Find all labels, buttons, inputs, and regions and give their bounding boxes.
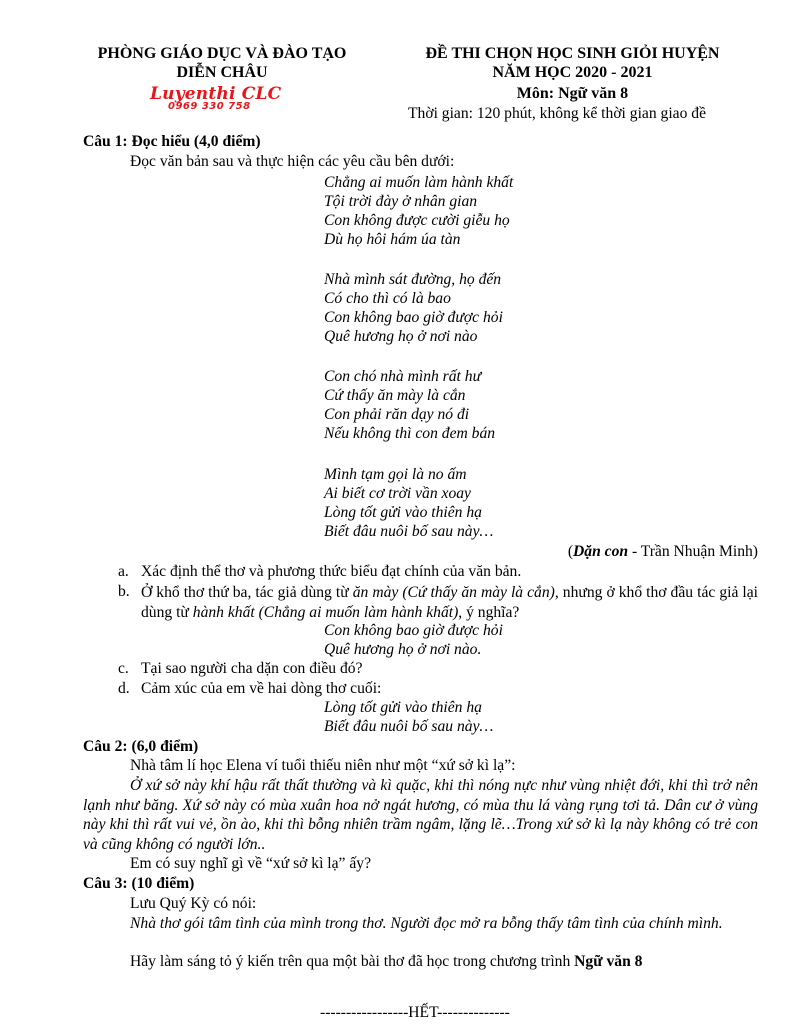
poem-source: [568, 543, 758, 561]
poem-line: Mình tạm gọi là no ấm: [324, 466, 467, 483]
q2-title: Câu 2: (6,0 điểm): [83, 738, 199, 755]
q1b-marker: b.: [118, 583, 130, 600]
poem-line: Biết đâu nuôi bố sau này…: [324, 523, 494, 540]
q2-quote: Ở xứ sở này khí hậu rất thất thường và kì quặc, khi thì nóng nực như vùng nhiệt đới, khi thì trở nên lạnh như băng. Xứ sở này có mùa xuân hoa nở ngát hương, có mùa thu lá vàng rụng tơi tả. Dân cư ở vùng này khi thì rất vui vẻ, ồn ào, khi thì bỗng nhiên trầm ngâm, lặng lẽ…Trong xứ sở kì lạ này không có trẻ con và cũng không có người lớn..: [83, 777, 758, 853]
q1b-quote-line: Quê hương họ ở nơi nào.: [324, 641, 482, 658]
q1a-marker: a.: [118, 563, 129, 580]
q1b-word-anmay: ăn mày (Cứ thấy ăn mày là cắn): [352, 584, 555, 601]
poem-line: Lòng tốt gửi vào thiên hạ: [324, 504, 482, 521]
q3-task-subject: Ngữ văn 8: [574, 953, 643, 970]
end-marker: -----------------HẾT--------------: [320, 1004, 510, 1021]
q2-question: Em có suy nghĩ gì về “xứ sở kì lạ” ấy?: [130, 855, 372, 872]
time-limit: Thời gian: 120 phút, không kể thời gian giao đề: [408, 105, 707, 122]
district-name: DIỄN CHÂU: [176, 64, 268, 81]
poem-line: Dù họ hôi hám úa tàn: [324, 231, 461, 248]
poem-line: Con chó nhà mình rất hư: [324, 368, 482, 385]
q1-title: Câu 1: Đọc hiểu (4,0 điểm): [83, 133, 261, 150]
q3-task: [130, 953, 642, 971]
q1c-text: Tại sao người cha dặn con điều đó?: [141, 660, 363, 677]
q1d-quote-line: Biết đâu nuôi bố sau này…: [324, 718, 494, 735]
poem-line: Nếu không thì con đem bán: [324, 425, 496, 442]
watermark-logo-text: Luyenthi CLC: [150, 84, 282, 104]
poem-line: Có cho thì có là bao: [324, 290, 451, 307]
q1b-word-hanhkhat: hành khất (Chẳng ai muốn làm hành khất): [192, 603, 459, 621]
poem-line: Quê hương họ ở nơi nào: [324, 328, 478, 345]
source-open: (: [567, 543, 574, 560]
source-title: Dặn con: [573, 543, 629, 560]
q1b-quote-line: Con không bao giờ được hỏi: [324, 622, 503, 639]
q1d-marker: d.: [118, 680, 130, 697]
poem-line: Con không được cười giễu họ: [324, 212, 510, 229]
q3-title: Câu 3: (10 điểm): [83, 875, 195, 892]
poem-line: Ai biết cơ trời vần xoay: [324, 485, 471, 502]
school-year: NĂM HỌC 2020 - 2021: [492, 64, 653, 81]
q1c-marker: c.: [118, 660, 129, 677]
q1-intro: Đọc văn bản sau và thực hiện các yêu cầu bên dưới:: [130, 153, 455, 170]
q2-intro: Nhà tâm lí học Elena ví tuổi thiếu niên như một “xứ sở kì lạ”:: [130, 757, 516, 774]
poem-line: Chẳng ai muốn làm hành khất: [324, 174, 514, 191]
q3-task-text: Hãy làm sáng tỏ ý kiến trên qua một bài thơ đã học trong chương trình: [130, 953, 575, 970]
q3-intro: Lưu Quý Kỳ có nói:: [130, 895, 257, 912]
watermark-phone: 0969 330 758: [168, 101, 251, 112]
exam-title: ĐỀ THI CHỌN HỌC SINH GIỎI HUYỆN: [425, 45, 720, 62]
q1d-quote-line: Lòng tốt gửi vào thiên hạ: [324, 699, 482, 716]
poem-line: Cứ thấy ăn mày là cắn: [324, 387, 466, 404]
q3-quote: Nhà thơ gói tâm tình của mình trong thơ. Người đọc mở ra bỗng thấy tâm tình của chính mình.: [130, 915, 723, 932]
q1b-part: , nhưng ở khổ thơ đầu tác giả lại dùng từ: [141, 584, 758, 621]
source-author: - Trần Nhuận Minh): [628, 543, 758, 560]
q1b-part: Ở khổ thơ thứ ba, tác giả dùng từ: [141, 584, 353, 601]
q1b-part: , ý nghĩa?: [458, 603, 520, 621]
q1b-text: [141, 583, 758, 622]
poem-line: Con phải răn dạy nó đi: [324, 406, 470, 423]
q1d-text: Cảm xúc của em về hai dòng thơ cuối:: [141, 680, 382, 697]
department-name: PHÒNG GIÁO DỤC VÀ ĐÀO TẠO: [97, 45, 347, 62]
poem-line: Nhà mình sát đường, họ đến: [324, 271, 502, 288]
poem-line: Con không bao giờ được hỏi: [324, 309, 503, 326]
poem-line: Tội trời đày ở nhân gian: [324, 193, 478, 210]
subject: Môn: Ngữ văn 8: [516, 85, 629, 102]
q1a-text: Xác định thể thơ và phương thức biểu đạt chính của văn bản.: [141, 563, 522, 580]
